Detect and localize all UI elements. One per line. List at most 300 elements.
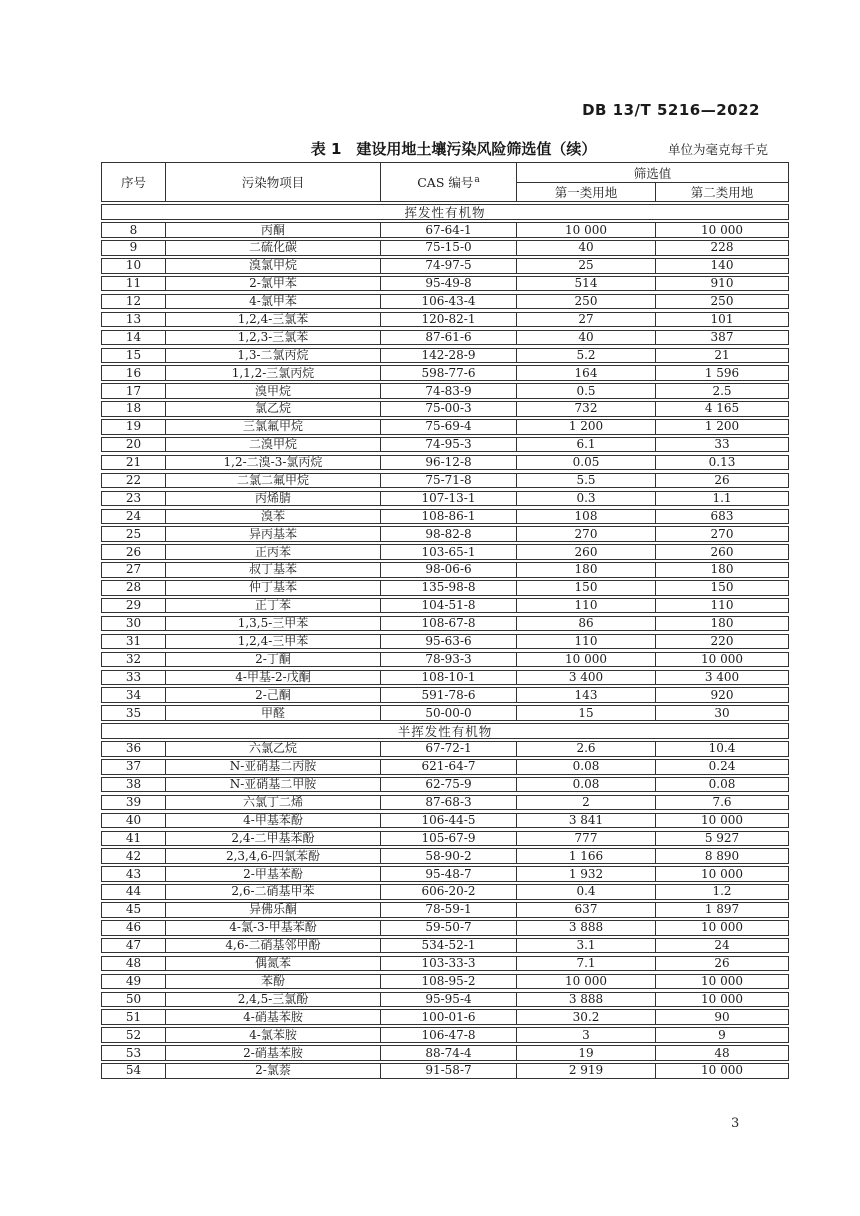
row-land1: 5.2 (516, 349, 655, 363)
table-row (101, 312, 789, 328)
row-pollutant: 1,2,4-三氯苯 (165, 313, 380, 327)
row-cas: 91-58-7 (380, 1064, 516, 1078)
row-cas: 62-75-9 (380, 778, 516, 792)
row-land1: 3 (516, 1028, 655, 1042)
row-land2: 0.08 (655, 778, 788, 792)
row-cas: 50-00-0 (380, 706, 516, 720)
row-no: 44 (125, 884, 142, 899)
row-cas: 108-95-2 (380, 975, 516, 989)
row-land2: 5 927 (655, 832, 788, 846)
row-cas: 87-68-3 (380, 796, 516, 810)
table-row (101, 1063, 789, 1079)
row-no: 23 (125, 490, 142, 505)
row-no: 40 (125, 812, 142, 827)
row-cas: 96-12-8 (380, 456, 516, 470)
row-pollutant: 六氯乙烷 (165, 742, 380, 756)
table-row (101, 1045, 789, 1061)
row-no: 14 (125, 329, 142, 344)
row-no: 21 (125, 455, 142, 470)
row-land1: 0.08 (516, 760, 655, 774)
row-pollutant: 2-氯甲苯 (165, 277, 380, 291)
table-row (101, 455, 789, 471)
row-no: 42 (125, 848, 142, 863)
row-land1: 108 (516, 510, 655, 524)
row-no: 37 (125, 759, 142, 774)
row-no: 28 (125, 580, 142, 595)
row-pollutant: 溴苯 (165, 510, 380, 524)
table-row (101, 1009, 789, 1025)
table-row (101, 276, 789, 292)
row-no: 48 (125, 956, 142, 971)
row-pollutant: 2-氯萘 (165, 1064, 380, 1078)
row-land2: 260 (655, 545, 788, 559)
row-land1: 1 932 (516, 867, 655, 881)
row-pollutant: 六氯丁二烯 (165, 796, 380, 810)
table-row (101, 920, 789, 936)
row-land2: 180 (655, 617, 788, 631)
table-row (101, 365, 789, 381)
row-land2: 0.13 (655, 456, 788, 470)
row-pollutant: 仲丁基苯 (165, 581, 380, 595)
row-pollutant: 甲醛 (165, 706, 380, 720)
row-land1: 30.2 (516, 1010, 655, 1024)
row-cas: 74-95-3 (380, 438, 516, 452)
row-cas: 107-13-1 (380, 492, 516, 506)
row-land2: 1 596 (655, 366, 788, 380)
row-land2: 10 000 (655, 993, 788, 1007)
row-land1: 3 400 (516, 671, 655, 685)
row-land1: 270 (516, 527, 655, 541)
row-no: 11 (125, 276, 142, 291)
table-row (101, 473, 789, 489)
row-pollutant: 2,6-二硝基甲苯 (165, 885, 380, 899)
table-row (101, 419, 789, 435)
row-land1: 15 (516, 706, 655, 720)
table-row (101, 383, 789, 399)
row-land2: 250 (655, 295, 788, 309)
table-row (101, 705, 789, 721)
row-pollutant: 丙酮 (165, 223, 380, 237)
row-land2: 910 (655, 277, 788, 291)
row-no: 33 (125, 669, 142, 684)
row-cas: 98-82-8 (380, 527, 516, 541)
row-pollutant: 4-氯-3-甲基苯酚 (165, 921, 380, 935)
row-land1: 1 166 (516, 849, 655, 863)
row-cas: 105-67-9 (380, 832, 516, 846)
table-row (101, 491, 789, 507)
row-cas: 95-63-6 (380, 635, 516, 649)
row-land1: 0.4 (516, 885, 655, 899)
row-land2: 1 200 (655, 420, 788, 434)
row-pollutant: 溴甲烷 (165, 384, 380, 398)
table-row (101, 616, 789, 632)
row-pollutant: 1,3-二氯丙烷 (165, 349, 380, 363)
table-row (101, 831, 789, 847)
row-land2: 8 890 (655, 849, 788, 863)
row-land1: 514 (516, 277, 655, 291)
row-land2: 1.1 (655, 492, 788, 506)
table-row (101, 294, 789, 310)
row-no: 9 (129, 240, 138, 255)
row-no: 16 (125, 365, 142, 380)
row-pollutant: 异佛乐酮 (165, 903, 380, 917)
page-number: 3 (731, 1116, 740, 1131)
row-cas: 106-47-8 (380, 1028, 516, 1042)
row-land2: 220 (655, 635, 788, 649)
table-row (101, 526, 789, 542)
row-pollutant: 4-甲基-2-戊酮 (165, 671, 380, 685)
row-cas: 67-64-1 (380, 223, 516, 237)
row-cas: 103-65-1 (380, 545, 516, 559)
header-index: 序号 (120, 175, 146, 190)
table-row (101, 1027, 789, 1043)
row-no: 36 (125, 741, 142, 756)
row-land2: 10 000 (655, 867, 788, 881)
row-pollutant: 1,1,2-三氯丙烷 (165, 366, 380, 380)
row-land2: 110 (655, 599, 788, 613)
row-no: 32 (125, 651, 142, 666)
row-no: 20 (125, 437, 142, 452)
table-row (101, 902, 789, 918)
row-cas: 95-48-7 (380, 867, 516, 881)
row-no: 25 (125, 526, 142, 541)
row-land1: 5.5 (516, 474, 655, 488)
row-pollutant: 2-丁酮 (165, 653, 380, 667)
row-land1: 27 (516, 313, 655, 327)
row-land2: 10 000 (655, 1064, 788, 1078)
table-row (101, 562, 789, 578)
row-cas: 58-90-2 (380, 849, 516, 863)
row-cas: 100-01-6 (380, 1010, 516, 1024)
row-no: 52 (125, 1027, 142, 1042)
row-no: 17 (125, 383, 142, 398)
row-land2: 21 (655, 349, 788, 363)
row-no: 50 (125, 991, 142, 1006)
row-land2: 26 (655, 957, 788, 971)
row-cas: 98-06-6 (380, 563, 516, 577)
table-title: 表 1 建设用地土壤污染风险筛选值（续） (310, 140, 597, 158)
row-land2: 24 (655, 939, 788, 953)
row-no: 39 (125, 795, 142, 810)
row-land2: 228 (655, 241, 788, 255)
row-land1: 10 000 (516, 653, 655, 667)
row-pollutant: 三氯氟甲烷 (165, 420, 380, 434)
row-no: 46 (125, 920, 142, 935)
row-land1: 0.08 (516, 778, 655, 792)
row-pollutant: 2-硝基苯胺 (165, 1046, 380, 1060)
row-land1: 164 (516, 366, 655, 380)
row-no: 45 (125, 902, 142, 917)
row-pollutant: 1,2,3-三氯苯 (165, 331, 380, 345)
row-pollutant: 4-甲基苯酚 (165, 814, 380, 828)
row-cas: 606-20-2 (380, 885, 516, 899)
table-row (101, 348, 789, 364)
row-pollutant: N-亚硝基二丙胺 (165, 760, 380, 774)
row-cas: 75-69-4 (380, 420, 516, 434)
row-land1: 150 (516, 581, 655, 595)
table-row (101, 598, 789, 614)
row-land1: 0.5 (516, 384, 655, 398)
header-cas (380, 163, 516, 201)
table-row (101, 258, 789, 274)
table-row (101, 974, 789, 990)
row-land2: 33 (655, 438, 788, 452)
table-row (101, 544, 789, 560)
row-cas: 108-10-1 (380, 671, 516, 685)
table-body (101, 204, 789, 1078)
row-no: 26 (125, 544, 142, 559)
row-land1: 143 (516, 688, 655, 702)
row-cas: 59-50-7 (380, 921, 516, 935)
row-no: 53 (125, 1045, 142, 1060)
table-row (101, 509, 789, 525)
row-pollutant: N-亚硝基二甲胺 (165, 778, 380, 792)
header-cas-footnote-mark: a (474, 174, 480, 185)
row-land2: 1 897 (655, 903, 788, 917)
row-land1: 110 (516, 635, 655, 649)
table-row (101, 687, 789, 703)
row-no: 15 (125, 347, 142, 362)
row-no: 31 (125, 634, 142, 649)
row-pollutant: 4-硝基苯胺 (165, 1010, 380, 1024)
row-cas: 87-61-6 (380, 331, 516, 345)
row-land1: 260 (516, 545, 655, 559)
row-cas: 104-51-8 (380, 599, 516, 613)
row-cas: 106-44-5 (380, 814, 516, 828)
table-row (101, 956, 789, 972)
row-no: 8 (129, 222, 138, 237)
row-no: 12 (125, 294, 142, 309)
table-row (101, 670, 789, 686)
row-land1: 40 (516, 331, 655, 345)
row-cas: 598-77-6 (380, 366, 516, 380)
row-land1: 250 (516, 295, 655, 309)
row-land1: 110 (516, 599, 655, 613)
header-land-type-1: 第一类用地 (516, 182, 655, 201)
row-land2: 4 165 (655, 402, 788, 416)
row-cas: 74-83-9 (380, 384, 516, 398)
table-row (101, 741, 789, 757)
row-land1: 1 200 (516, 420, 655, 434)
doc-code: DB 13/T 5216—2022 (582, 101, 760, 119)
header-pollutant: 污染物项目 (165, 163, 380, 201)
row-no: 43 (125, 866, 142, 881)
row-pollutant: 2,4-二甲基苯酚 (165, 832, 380, 846)
row-land2: 270 (655, 527, 788, 541)
row-cas: 74-97-5 (380, 259, 516, 273)
row-land2: 48 (655, 1046, 788, 1060)
row-cas: 120-82-1 (380, 313, 516, 327)
row-pollutant: 4,6-二硝基邻甲酚 (165, 939, 380, 953)
table-row (101, 222, 789, 238)
row-land1: 777 (516, 832, 655, 846)
table-row (101, 777, 789, 793)
row-no: 41 (125, 830, 142, 845)
row-pollutant: 正丙苯 (165, 545, 380, 559)
row-no: 10 (125, 258, 142, 273)
section-title: 半挥发性有机物 (397, 723, 493, 739)
row-land1: 3.1 (516, 939, 655, 953)
row-no: 29 (125, 598, 142, 613)
row-pollutant: 2-己酮 (165, 688, 380, 702)
row-pollutant: 二溴甲烷 (165, 438, 380, 452)
table-row (101, 938, 789, 954)
row-cas: 67-72-1 (380, 742, 516, 756)
row-land2: 1.2 (655, 885, 788, 899)
row-land1: 0.05 (516, 456, 655, 470)
row-pollutant: 二硫化碳 (165, 241, 380, 255)
row-land1: 6.1 (516, 438, 655, 452)
table-row (101, 813, 789, 829)
row-pollutant: 2,4,5-三氯酚 (165, 993, 380, 1007)
row-cas: 88-74-4 (380, 1046, 516, 1060)
row-cas: 142-28-9 (380, 349, 516, 363)
table-row (101, 580, 789, 596)
section-header-row (101, 723, 789, 739)
row-land2: 10 000 (655, 814, 788, 828)
row-land2: 101 (655, 313, 788, 327)
row-cas: 75-15-0 (380, 241, 516, 255)
screening-values-table (101, 139, 789, 1079)
table-row (101, 652, 789, 668)
row-land1: 2 (516, 796, 655, 810)
row-pollutant: 2-甲基苯酚 (165, 867, 380, 881)
table-row (101, 884, 789, 900)
table-row (101, 634, 789, 650)
row-pollutant: 2,3,4,6-四氯苯酚 (165, 849, 380, 863)
row-cas: 75-00-3 (380, 402, 516, 416)
header-screening-value: 筛选值 (516, 163, 788, 182)
row-no: 35 (125, 705, 142, 720)
row-no: 54 (125, 1063, 142, 1078)
table-row (101, 437, 789, 453)
row-cas: 534-52-1 (380, 939, 516, 953)
table-row (101, 240, 789, 256)
row-pollutant: 二氯二氟甲烷 (165, 474, 380, 488)
row-pollutant: 溴氯甲烷 (165, 259, 380, 273)
row-land2: 7.6 (655, 796, 788, 810)
table-row (101, 795, 789, 811)
row-cas: 103-33-3 (380, 957, 516, 971)
row-land2: 30 (655, 706, 788, 720)
row-land2: 683 (655, 510, 788, 524)
row-pollutant: 氯乙烷 (165, 402, 380, 416)
table-row (101, 330, 789, 346)
row-land2: 10 000 (655, 921, 788, 935)
row-pollutant: 正丁苯 (165, 599, 380, 613)
row-land1: 7.1 (516, 957, 655, 971)
row-pollutant: 1,2,4-三甲苯 (165, 635, 380, 649)
row-cas: 108-86-1 (380, 510, 516, 524)
row-pollutant: 苯酚 (165, 975, 380, 989)
row-land2: 180 (655, 563, 788, 577)
row-pollutant: 1,3,5-三甲苯 (165, 617, 380, 631)
row-no: 13 (125, 311, 142, 326)
header-cas-label: CAS 编号 (417, 175, 474, 190)
table-row (101, 992, 789, 1008)
row-pollutant: 4-氯甲苯 (165, 295, 380, 309)
row-land2: 90 (655, 1010, 788, 1024)
row-cas: 621-64-7 (380, 760, 516, 774)
row-land1: 40 (516, 241, 655, 255)
table-header (101, 162, 789, 202)
row-no: 38 (125, 777, 142, 792)
row-land1: 2.6 (516, 742, 655, 756)
row-land1: 10 000 (516, 223, 655, 237)
row-land2: 10 000 (655, 653, 788, 667)
row-no: 51 (125, 1009, 142, 1024)
row-land2: 920 (655, 688, 788, 702)
row-cas: 78-59-1 (380, 903, 516, 917)
unit-note: 单位为毫克每千克 (667, 142, 768, 157)
table-row (101, 401, 789, 417)
row-cas: 78-93-3 (380, 653, 516, 667)
row-land1: 19 (516, 1046, 655, 1060)
row-no: 30 (125, 616, 142, 631)
row-land2: 10.4 (655, 742, 788, 756)
table-row (101, 866, 789, 882)
row-cas: 95-95-4 (380, 993, 516, 1007)
row-land2: 10 000 (655, 223, 788, 237)
row-no: 22 (125, 473, 142, 487)
row-pollutant: 1,2-二溴-3-氯丙烷 (165, 456, 380, 470)
row-no: 47 (125, 938, 142, 953)
row-land2: 26 (655, 474, 788, 488)
row-land2: 140 (655, 259, 788, 273)
table-row (101, 759, 789, 775)
header-land-type-2: 第二类用地 (655, 182, 788, 201)
row-land1: 732 (516, 402, 655, 416)
row-land2: 150 (655, 581, 788, 595)
row-pollutant: 异丙基苯 (165, 527, 380, 541)
row-land1: 25 (516, 259, 655, 273)
row-no: 34 (125, 687, 142, 702)
row-cas: 591-78-6 (380, 688, 516, 702)
row-land1: 180 (516, 563, 655, 577)
row-pollutant: 4-氯苯胺 (165, 1028, 380, 1042)
row-pollutant: 丙烯腈 (165, 492, 380, 506)
row-land1: 2 919 (516, 1064, 655, 1078)
row-no: 19 (125, 419, 142, 434)
row-cas: 108-67-8 (380, 617, 516, 631)
row-land1: 10 000 (516, 975, 655, 989)
row-land2: 2.5 (655, 384, 788, 398)
row-land1: 3 841 (516, 814, 655, 828)
row-no: 18 (125, 401, 142, 416)
row-land2: 10 000 (655, 975, 788, 989)
row-land2: 9 (655, 1028, 788, 1042)
row-land1: 3 888 (516, 993, 655, 1007)
row-land1: 0.3 (516, 492, 655, 506)
section-title: 挥发性有机物 (404, 205, 486, 221)
row-pollutant: 偶氮苯 (165, 957, 380, 971)
row-land2: 0.24 (655, 760, 788, 774)
row-land2: 3 400 (655, 671, 788, 685)
row-cas: 106-43-4 (380, 295, 516, 309)
row-land1: 637 (516, 903, 655, 917)
row-cas: 95-49-8 (380, 277, 516, 291)
row-land2: 387 (655, 331, 788, 345)
section-header-row (101, 204, 789, 220)
row-cas: 75-71-8 (380, 474, 516, 488)
row-pollutant: 叔丁基苯 (165, 563, 380, 577)
row-cas: 135-98-8 (380, 581, 516, 595)
table-row (101, 848, 789, 864)
row-land1: 3 888 (516, 921, 655, 935)
row-no: 24 (125, 508, 142, 523)
row-no: 27 (125, 562, 142, 577)
row-land1: 86 (516, 617, 655, 631)
